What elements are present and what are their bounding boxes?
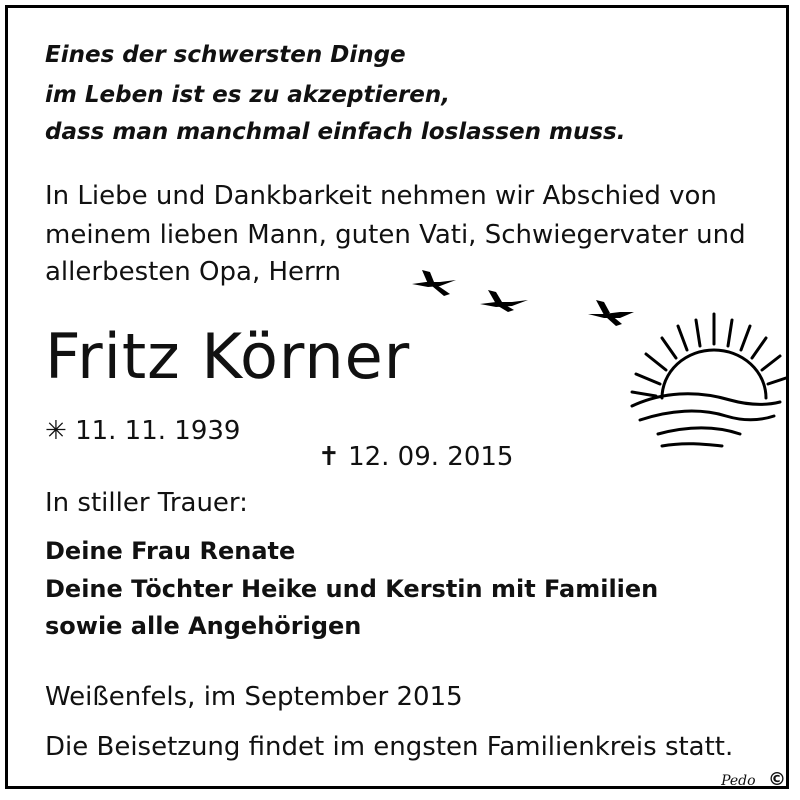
credit-signature: Pedo (721, 773, 756, 789)
sun-icon (632, 314, 786, 398)
quote-line-2: im Leben ist es zu akzeptieren, (45, 82, 450, 108)
credit (721, 769, 786, 790)
quote-line-1: Eines der schwersten Dinge (45, 42, 406, 68)
bird-icon (480, 290, 528, 312)
mourning-heading: In stiller Trauer: (45, 488, 248, 518)
mourner-line-2: Deine Töchter Heike und Kerstin mit Familien (45, 575, 659, 603)
bird-icon (588, 300, 634, 326)
mourner-line-1: Deine Frau Renate (45, 537, 296, 565)
birth-date: 11. 11. 1939 (75, 416, 241, 446)
birth-symbol-icon: ✳ (45, 416, 67, 446)
burial-note: Die Beisetzung findet im engsten Familienkreis statt. (45, 732, 734, 762)
intro-line-3: allerbesten Opa, Herrn (45, 257, 341, 287)
intro-line-1: In Liebe und Dankbarkeit nehmen wir Abschied von (45, 181, 717, 211)
place-date: Weißenfels, im September 2015 (45, 682, 463, 712)
quote-line-3: dass man manchmal einfach loslassen muss. (45, 119, 626, 145)
birth-date-line (45, 418, 240, 444)
cross-icon: ✝ (318, 442, 340, 472)
illustration (400, 250, 790, 460)
mourner-line-3: sowie alle Angehörigen (45, 612, 362, 640)
bird-icon (412, 270, 456, 296)
copyright-icon: © (768, 769, 786, 790)
death-date: 12. 09. 2015 (348, 442, 514, 472)
deceased-name: Fritz Körner (45, 320, 411, 393)
hills-icon (632, 394, 780, 446)
intro-line-2: meinem lieben Mann, guten Vati, Schwiegervater und (45, 220, 746, 250)
